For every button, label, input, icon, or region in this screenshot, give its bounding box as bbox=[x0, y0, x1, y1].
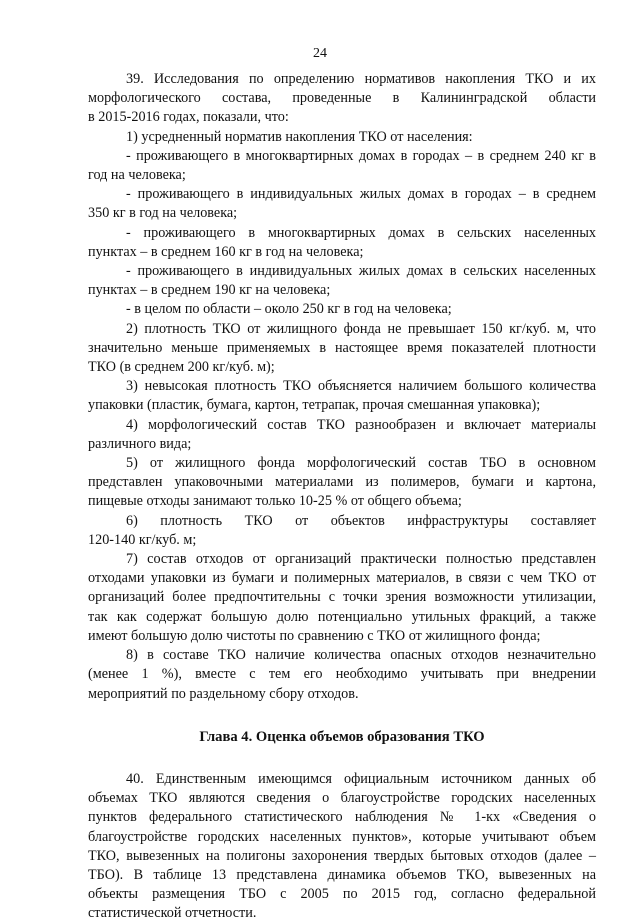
paragraph-39 bbox=[88, 70, 596, 128]
text-line: благоустройстве городских населенных пунктов», которые учитывают объем bbox=[88, 828, 596, 845]
list-item bbox=[88, 185, 596, 223]
text-line: 39. Исследования по определению нормативов накопления ТКО и их bbox=[126, 71, 596, 87]
text-line: имеют большую долю чистоты по сравнению с ТКО от жилищного фонда; bbox=[88, 627, 541, 644]
text-line: мероприятий по раздельному сбору отходов. bbox=[88, 685, 359, 702]
text-line: 8) в составе ТКО наличие количества опасных отходов незначительно bbox=[126, 647, 596, 664]
list-item bbox=[88, 262, 596, 300]
text-line: ТКО, вывезенных на полигоны захоронения твердых бытовых отходов (далее – bbox=[88, 847, 596, 864]
text-line: (менее 1 %), вместе с тем его необходимо учитывать при внедрении bbox=[88, 666, 596, 683]
text-line: пищевые отходы занимают только 10-25 % от общего объема; bbox=[88, 493, 462, 510]
text-line: отходами упаковки из бумаги и полимерных материалов, в связи с чем ТКО от bbox=[88, 570, 596, 587]
text-line: организаций более предпочтительны с точки зрения возможности утилизации, bbox=[88, 589, 596, 606]
text-line: 7) состав отходов от организаций практически полностью представлен bbox=[126, 551, 596, 568]
list-item bbox=[88, 300, 596, 319]
text-line: 40. Единственным имеющимся официальным источником данных об bbox=[126, 770, 596, 787]
text-line: 6) плотность ТКО от объектов инфраструктуры составляет bbox=[126, 512, 596, 529]
text-line: пунктов федерального статистического наблюдения № 1-кх «Сведения о bbox=[88, 809, 596, 826]
text-line: год на человека; bbox=[88, 167, 186, 184]
list-item bbox=[88, 512, 596, 550]
text-line: значительно меньше применяемых в настоящее время показателей плотности bbox=[88, 339, 596, 356]
paragraph-39-text bbox=[88, 70, 596, 128]
text-line: 2) плотность ТКО от жилищного фонда не превышает 150 кг/куб. м, что bbox=[126, 320, 596, 337]
text-line: морфологического состава, проведенные в Калининградской области bbox=[88, 90, 596, 107]
chapter-heading: Глава 4. Оценка объемов образования ТКО bbox=[199, 728, 485, 745]
list-item bbox=[88, 416, 596, 454]
list-item bbox=[88, 550, 596, 646]
paragraph-40-text bbox=[88, 770, 596, 924]
text-line: - проживающего в индивидуальных жилых домах в городах – в среднем bbox=[126, 186, 596, 203]
list-item bbox=[88, 147, 596, 185]
text-line: пунктах – в среднем 190 кг на человека; bbox=[88, 282, 331, 299]
list-item bbox=[88, 128, 596, 147]
text-line: пунктах – в среднем 160 кг в год на человека; bbox=[88, 243, 364, 260]
list-item bbox=[88, 320, 596, 378]
text-line: различного вида; bbox=[88, 435, 192, 452]
text-line: представлен упаковочными материалами из полимеров, бумаги и картона, bbox=[88, 474, 596, 491]
list-item bbox=[88, 224, 596, 262]
text-line: 5) от жилищного фонда морфологический состав ТБО в основном bbox=[126, 455, 596, 472]
text-line: статистической отчетности. bbox=[88, 905, 257, 922]
text-line: объекты размещения ТБО с 2005 по 2015 год, согласно федеральной bbox=[88, 886, 596, 903]
text-line: - проживающего в многоквартирных домах в сельских населенных bbox=[126, 224, 596, 241]
text-line: в 2015-2016 годах, показали, что: bbox=[88, 109, 289, 126]
text-line: - в целом по области – около 250 кг в год на человека; bbox=[126, 301, 452, 318]
list-item bbox=[88, 646, 596, 704]
paragraph-40 bbox=[88, 770, 596, 924]
text-line: объемах ТКО являются сведения о благоустройстве городских населенных bbox=[88, 790, 596, 807]
document-body bbox=[88, 70, 596, 924]
text-line: 120-140 кг/куб. м; bbox=[88, 531, 197, 548]
text-line: - проживающего в многоквартирных домах в городах – в среднем 240 кг в bbox=[126, 147, 596, 164]
list-item bbox=[88, 377, 596, 415]
text-line: 350 кг в год на человека; bbox=[88, 205, 238, 222]
findings-list bbox=[88, 128, 596, 704]
text-line: ТБО). В таблице 13 представлена динамика объемов ТКО, вывезенных на bbox=[88, 866, 596, 883]
text-line: - проживающего в индивидуальных жилых домах в сельских населенных bbox=[126, 263, 596, 280]
text-line: ТКО (в среднем 200 кг/куб. м); bbox=[88, 359, 275, 376]
text-line: так как содержат большую долю потенциально утильных фракций, а также bbox=[88, 608, 596, 625]
text-line: 1) усредненный норматив накопления ТКО от населения: bbox=[126, 128, 473, 145]
text-line: 3) невысокая плотность ТКО объясняется наличием большого количества bbox=[126, 378, 596, 395]
text-line: упаковки (пластик, бумага, картон, тетрапак, прочая смешанная упаковка); bbox=[88, 397, 541, 414]
text-line: 4) морфологический состав ТКО разнообразен и включает материалы bbox=[126, 416, 596, 433]
list-item bbox=[88, 454, 596, 512]
page-number: 24 bbox=[313, 46, 327, 61]
